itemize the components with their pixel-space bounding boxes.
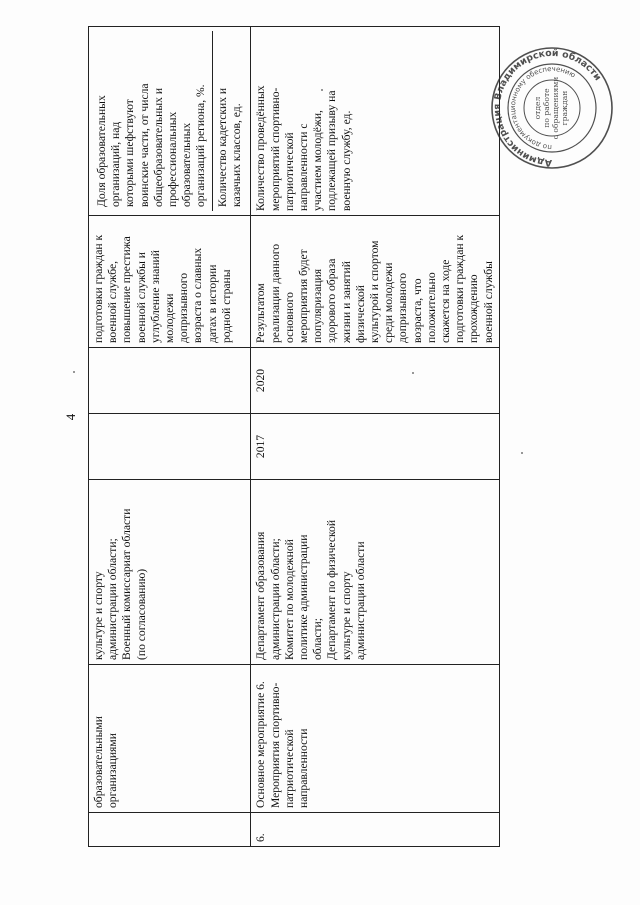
end-year-cell: 2020 — [251, 348, 499, 414]
row-number-cell: 6. — [251, 813, 499, 847]
table-row — [89, 27, 251, 847]
svg-text:отделпо работес обращениямигра: отделпо работес обращениямиграждан — [533, 76, 569, 140]
indicator-cell: Количество проведённых мероприятий спортивно- патриотической направленности с участием молодёжи, подлежащей призыву на военную службу, ед. — [251, 27, 499, 216]
measure-name-cell: Основное мероприятие 6. Мероприятия спортивно- патриотической направленности — [251, 665, 499, 813]
svg-text:по документационному обеспечен: по документационному обеспечению — [508, 64, 577, 152]
expected-result-cell: подготовки граждан к военной службе, повышение престижа военной службы и углубление знаний молодежи допризывного возраста о славных датах в истории родной страны — [89, 216, 251, 348]
measure-name-cell: образовательными организациями — [89, 665, 251, 813]
measures-table — [88, 26, 500, 847]
start-year-cell: 2017 — [251, 414, 499, 480]
scan-speck — [412, 372, 414, 374]
scan-speck — [521, 452, 523, 454]
end-year-cell — [89, 348, 251, 414]
office-stamp-icon — [490, 46, 614, 170]
executor-cell: культуре и спорту администрации области; Военный комиссариат области (по согласованию) — [89, 480, 251, 665]
scan-speck — [73, 371, 75, 373]
row-number-cell — [89, 813, 251, 847]
indicator-item: Доля образовательных организаций, над которыми шефствуют воинские части, от числа общеобразовательных и профессиональных образовательных организаций региона, %. — [95, 83, 208, 207]
executor-cell: Департамент образования администрации области; Комитет по молодежной политике администрации области; Департамент по физической культуре и спорту администрации области — [251, 480, 499, 665]
table-row — [251, 27, 499, 847]
scan-speck — [321, 89, 323, 91]
expected-result-cell: Результатом реализации данного основного мероприятия будет популяризация здорового образа жизни и занятий физической культурой и спортом среди молодежи допризывного возраста, что положительно скажется на ходе подготовки граждан к прохождению военной службы — [251, 216, 499, 348]
indicator-cell — [89, 27, 251, 216]
page-number: 4 — [63, 413, 78, 421]
indicator-item: Количество кадетских и казачьих классов, ед. — [212, 31, 247, 211]
svg-text:Администрация Владимирской обл: Администрация Владимирской области — [491, 47, 604, 169]
start-year-cell — [89, 414, 251, 480]
